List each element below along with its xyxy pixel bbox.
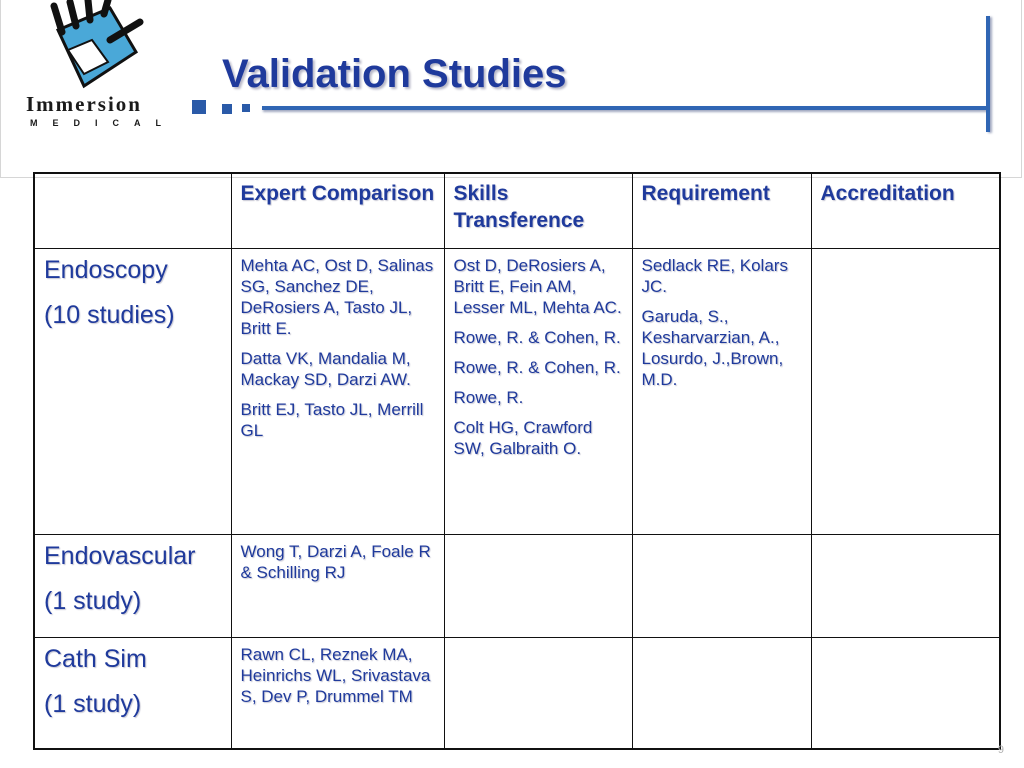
logo-subtitle: MEDICAL xyxy=(30,118,176,128)
citation: Rowe, R. & Cohen, R. xyxy=(453,357,621,377)
row-label-cell xyxy=(34,637,231,749)
decor-square xyxy=(222,104,232,114)
title-rule xyxy=(262,106,988,110)
citation: Rowe, R. xyxy=(453,387,524,407)
page-title: Validation Studies xyxy=(222,52,567,96)
table-row xyxy=(34,637,1000,749)
decor-square xyxy=(192,100,206,114)
expert-comparison-cell xyxy=(231,248,444,534)
header-expert-comparison: Expert Comparison xyxy=(231,173,444,248)
header-requirement: Requirement xyxy=(632,173,811,248)
row-label-cell xyxy=(34,248,231,534)
header-skills-transference: Skills Transference xyxy=(444,173,632,248)
table-row xyxy=(34,534,1000,637)
table-row xyxy=(34,248,1000,534)
skills-transference-cell xyxy=(444,248,632,534)
accreditation-cell xyxy=(811,248,1000,534)
table-header-row xyxy=(34,173,1000,248)
decor-square xyxy=(242,104,250,112)
citation: Garuda, S., Kesharvarzian, A., Losurdo, J.,Brown, M.D. xyxy=(641,306,784,389)
citation: Britt EJ, Tasto JL, Merrill GL xyxy=(240,399,424,440)
expert-comparison-cell xyxy=(231,637,444,749)
citation: Sedlack RE, Kolars JC. xyxy=(641,255,788,296)
row-count: (1 study) xyxy=(44,586,142,615)
immersion-medical-logo xyxy=(26,0,176,135)
citation: Rawn CL, Reznek MA, Heinrichs WL, Srivastava S, Dev P, Drummel TM xyxy=(240,644,431,706)
row-label: Cath Sim xyxy=(44,644,147,673)
row-label: Endovascular xyxy=(44,541,196,570)
accreditation-cell xyxy=(811,534,1000,637)
row-label: Endoscopy xyxy=(44,255,168,284)
citation: Mehta AC, Ost D, Salinas SG, Sanchez DE, DeRosiers A, Tasto JL, Britt E. xyxy=(240,255,434,338)
hand-logo-icon xyxy=(48,0,148,92)
accreditation-cell xyxy=(811,637,1000,749)
citation: Ost D, DeRosiers A, Britt E, Fein AM, Lesser ML, Mehta AC. xyxy=(453,255,622,317)
header-accreditation: Accreditation xyxy=(811,173,1000,248)
citation: Colt HG, Crawford SW, Galbraith O. xyxy=(453,417,593,458)
validation-studies-table xyxy=(33,172,1001,750)
skills-transference-cell xyxy=(444,637,632,749)
row-count: (1 study) xyxy=(44,689,142,718)
title-rule-vertical xyxy=(986,16,990,132)
row-count: (10 studies) xyxy=(44,300,175,329)
citation: Datta VK, Mandalia M, Mackay SD, Darzi AW. xyxy=(240,348,411,389)
skills-transference-cell xyxy=(444,534,632,637)
requirement-cell xyxy=(632,637,811,749)
citation: Rowe, R. & Cohen, R. xyxy=(453,327,621,347)
row-label-cell xyxy=(34,534,231,637)
citation: Wong T, Darzi A, Foale R & Schilling RJ xyxy=(240,541,431,582)
header-empty xyxy=(34,173,231,248)
requirement-cell xyxy=(632,248,811,534)
page-number: 9 xyxy=(997,744,1004,756)
expert-comparison-cell xyxy=(231,534,444,637)
requirement-cell xyxy=(632,534,811,637)
logo-wordmark: Immersion xyxy=(26,92,142,116)
